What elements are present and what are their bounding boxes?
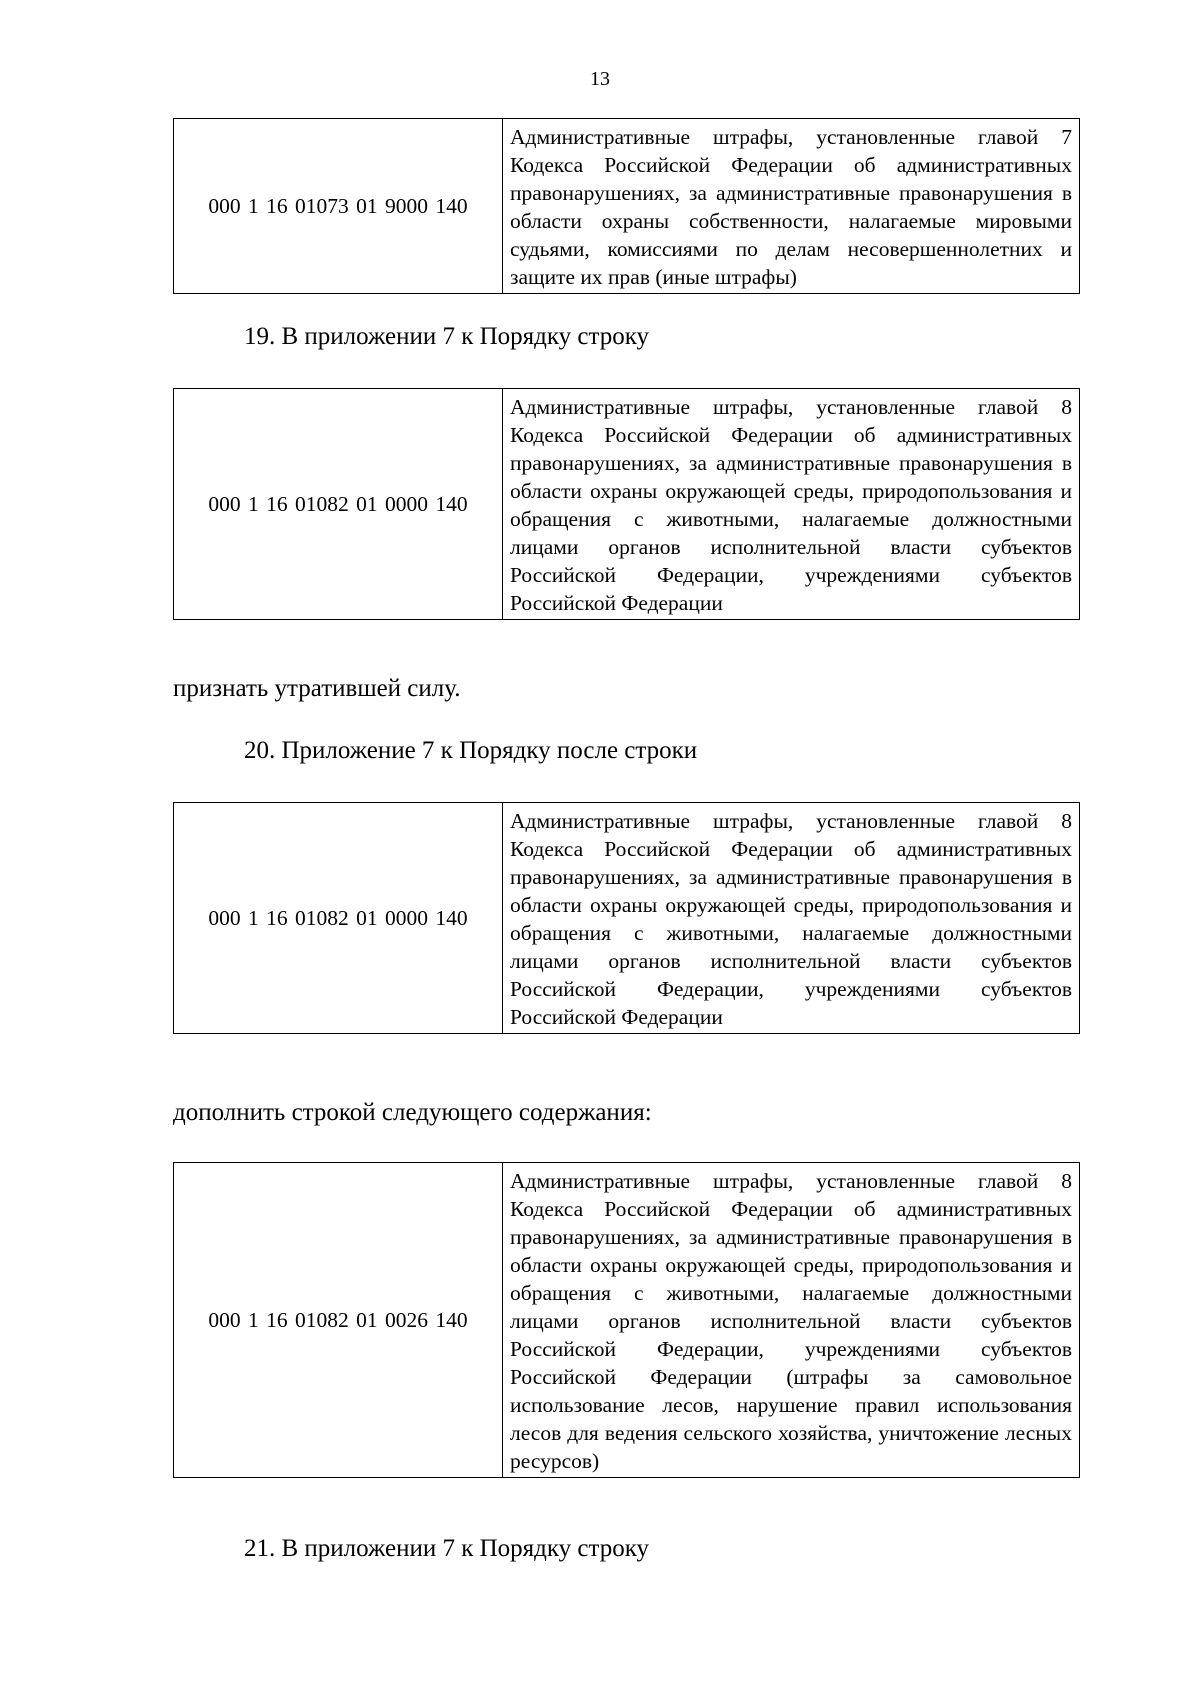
description-cell: Административные штрафы, установленные главой 8 Кодекса Российской Федерации об административных правонарушениях, за административные правонарушения в области охраны окружающей среды, природопользования и обращения с животными, налагаемые должностными лицами органов исполнительной власти субъектов Российской Федерации, учреждениями субъектов Российской Федерации [503,389,1080,620]
item-19-paragraph: 19. В приложении 7 к Порядку строку [244,323,650,350]
description-cell: Административные штрафы, установленные главой 8 Кодекса Российской Федерации об административных правонарушениях, за административные правонарушения в области охраны окружающей среды, природопользования и обращения с животными, налагаемые должностными лицами органов исполнительной власти субъектов Российской Федерации, учреждениями субъектов Российской Федерации [503,803,1080,1034]
table-row-01082-0000-removed [173,388,1080,620]
description-cell: Административные штрафы, установленные главой 7 Кодекса Российской Федерации об административных правонарушениях, за административные правонарушения в области охраны собственности, налагаемые мировыми судьями, комиссиями по делам несовершеннолетних и защите их прав (иные штрафы) [503,119,1080,294]
budget-code-cell: 000 1 16 01073 01 9000 140 [174,119,503,294]
description-cell: Административные штрафы, установленные главой 8 Кодекса Российской Федерации об административных правонарушениях, за административные правонарушения в области охраны окружающей среды, природопользования и обращения с животными, налагаемые должностными лицами органов исполнительной власти субъектов Российской Федерации, учреждениями субъектов Российской Федерации (штрафы за самовольное использование лесов, нарушение правил использования лесов для ведения сельского хозяйства, уничтожение лесных ресурсов) [503,1163,1080,1478]
table-row-01082-0026-new [173,1162,1080,1478]
page-number: 13 [590,68,610,90]
budget-code-cell: 000 1 16 01082 01 0026 140 [174,1163,503,1478]
item-21-paragraph: 21. В приложении 7 к Порядку строку [244,1535,650,1562]
item-20-paragraph: 20. Приложение 7 к Порядку после строки [244,737,698,764]
budget-code-cell: 000 1 16 01082 01 0000 140 [174,389,503,620]
table-row-01082-0000-anchor [173,802,1080,1034]
declare-void-paragraph: признать утратившей силу. [173,675,461,702]
supplement-paragraph: дополнить строкой следующего содержания: [173,1099,652,1126]
table-row-01073 [173,118,1080,294]
budget-code-cell: 000 1 16 01082 01 0000 140 [174,803,503,1034]
